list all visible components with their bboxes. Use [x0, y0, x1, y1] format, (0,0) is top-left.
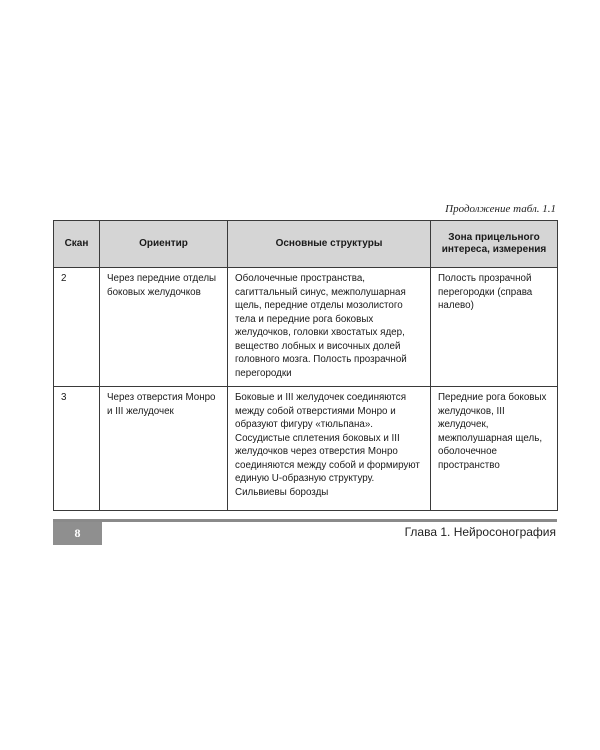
cell-scan: 3 [54, 387, 100, 511]
cell-scan: 2 [54, 268, 100, 387]
page-number: 8 [53, 522, 102, 545]
table-header-row [54, 221, 558, 268]
cell-zone: Полость прозрачной перегородки (справа налево) [431, 268, 558, 387]
table-row [54, 387, 558, 511]
cell-structures: Боковые и III желудочек соединяются между собой отверстиями Монро и образуют фигуру «тюльпана». Сосудистые сплетения боковых и III желудочков через отверстия Монро соединяются между собой и формируют единую U-образную структуру. Сильвиевы борозды [228, 387, 431, 511]
cell-structures: Оболочечные пространства, сагиттальный синус, межполушарная щель, передние отделы мозолистого тела и передние рога боковых желудочков, головки хвостатых ядер, вещество лобных и височных долей головного мозга. Полость прозрачной перегородки [228, 268, 431, 387]
data-table [53, 220, 558, 511]
header-landmark: Ориентир [100, 221, 228, 268]
cell-landmark: Через отверстия Монро и III желудочек [100, 387, 228, 511]
cell-zone: Передние рога боковых желудочков, III желудочек, межполушарная щель, оболочечное пространство [431, 387, 558, 511]
footer-rule [53, 519, 557, 522]
table-caption: Продолжение табл. 1.1 [445, 203, 556, 215]
header-scan: Скан [54, 221, 100, 268]
chapter-title: Глава 1. Нейросонография [404, 525, 556, 539]
table-row [54, 268, 558, 387]
header-structures: Основные структуры [228, 221, 431, 268]
cell-landmark: Через передние отделы боковых желудочков [100, 268, 228, 387]
header-zone: Зона прицельного интереса, измерения [431, 221, 558, 268]
